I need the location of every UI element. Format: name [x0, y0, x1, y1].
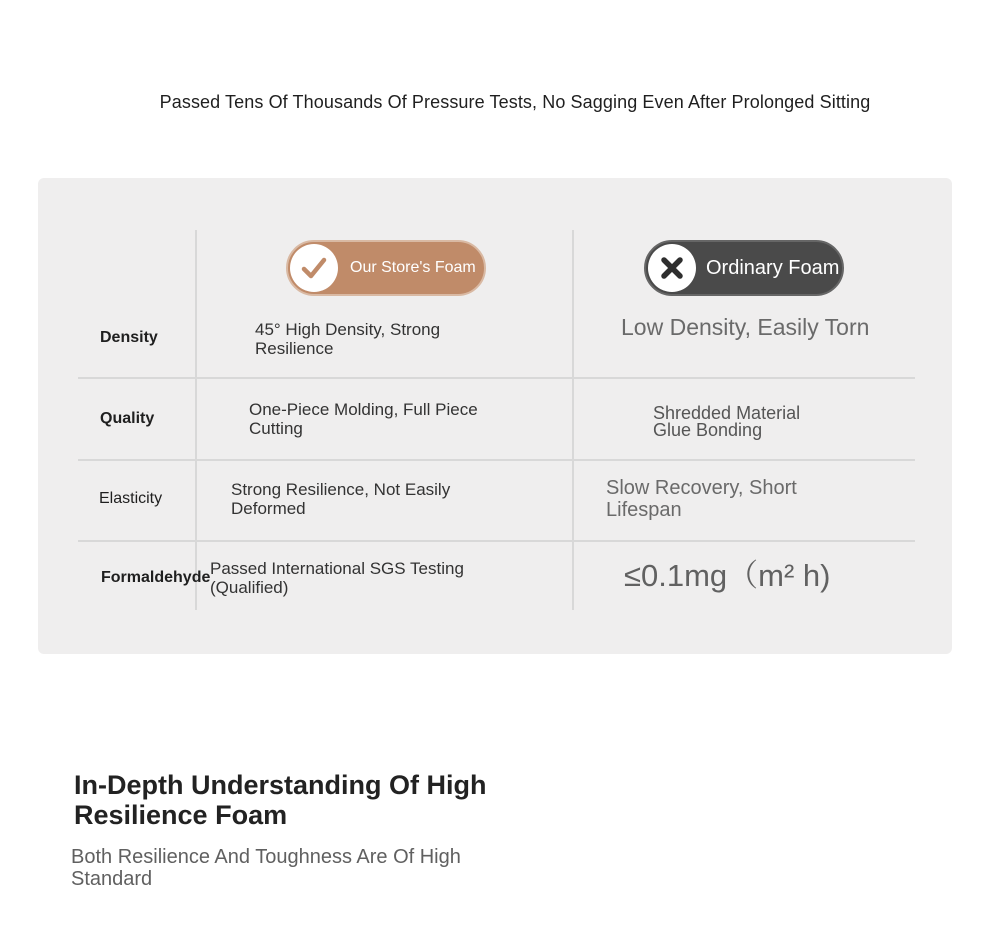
row-divider-2: [78, 459, 915, 461]
ours-formaldehyde-value: Passed International SGS Testing (Qualified): [210, 559, 464, 597]
column-divider-right: [572, 230, 574, 610]
check-icon: [290, 244, 338, 292]
row-divider-1: [78, 377, 915, 379]
ordinary-elasticity-value: Slow Recovery, Short Lifespan: [606, 477, 797, 521]
section-subtitle: Both Resilience And Toughness Are Of High Standard: [71, 846, 461, 890]
ours-quality-value: One-Piece Molding, Full Piece Cutting: [249, 400, 478, 438]
ordinary-foam-badge: [644, 240, 844, 296]
row-label-elasticity: Elasticity: [99, 490, 163, 507]
column-divider-left: [195, 230, 197, 610]
section-title: In-Depth Understanding Of High Resilience Foam: [74, 770, 487, 830]
ours-density-value: 45° High Density, Strong Resilience: [255, 320, 441, 358]
row-label-formaldehyde: Formaldehyde: [101, 569, 211, 586]
headline: Passed Tens Of Thousands Of Pressure Tests, No Sagging Even After Prolonged Sitting: [159, 92, 871, 112]
ordinary-density-value: Low Density, Easily Torn: [621, 314, 870, 340]
ours-foam-badge: [286, 240, 486, 296]
ours-foam-label: Our Store's Foam: [350, 259, 476, 276]
row-label-density: Density: [100, 329, 158, 346]
ours-elasticity-value: Strong Resilience, Not Easily Deformed: [231, 480, 451, 518]
ordinary-foam-label: Ordinary Foam: [706, 256, 840, 279]
x-icon: [648, 244, 696, 292]
comparison-table: [38, 178, 952, 654]
row-label-quality: Quality: [100, 410, 155, 427]
ordinary-formaldehyde-value: ≤0.1mg（m² h): [624, 558, 831, 593]
ordinary-quality-value: Shredded Material Glue Bonding: [653, 403, 801, 440]
row-divider-3: [78, 540, 915, 542]
